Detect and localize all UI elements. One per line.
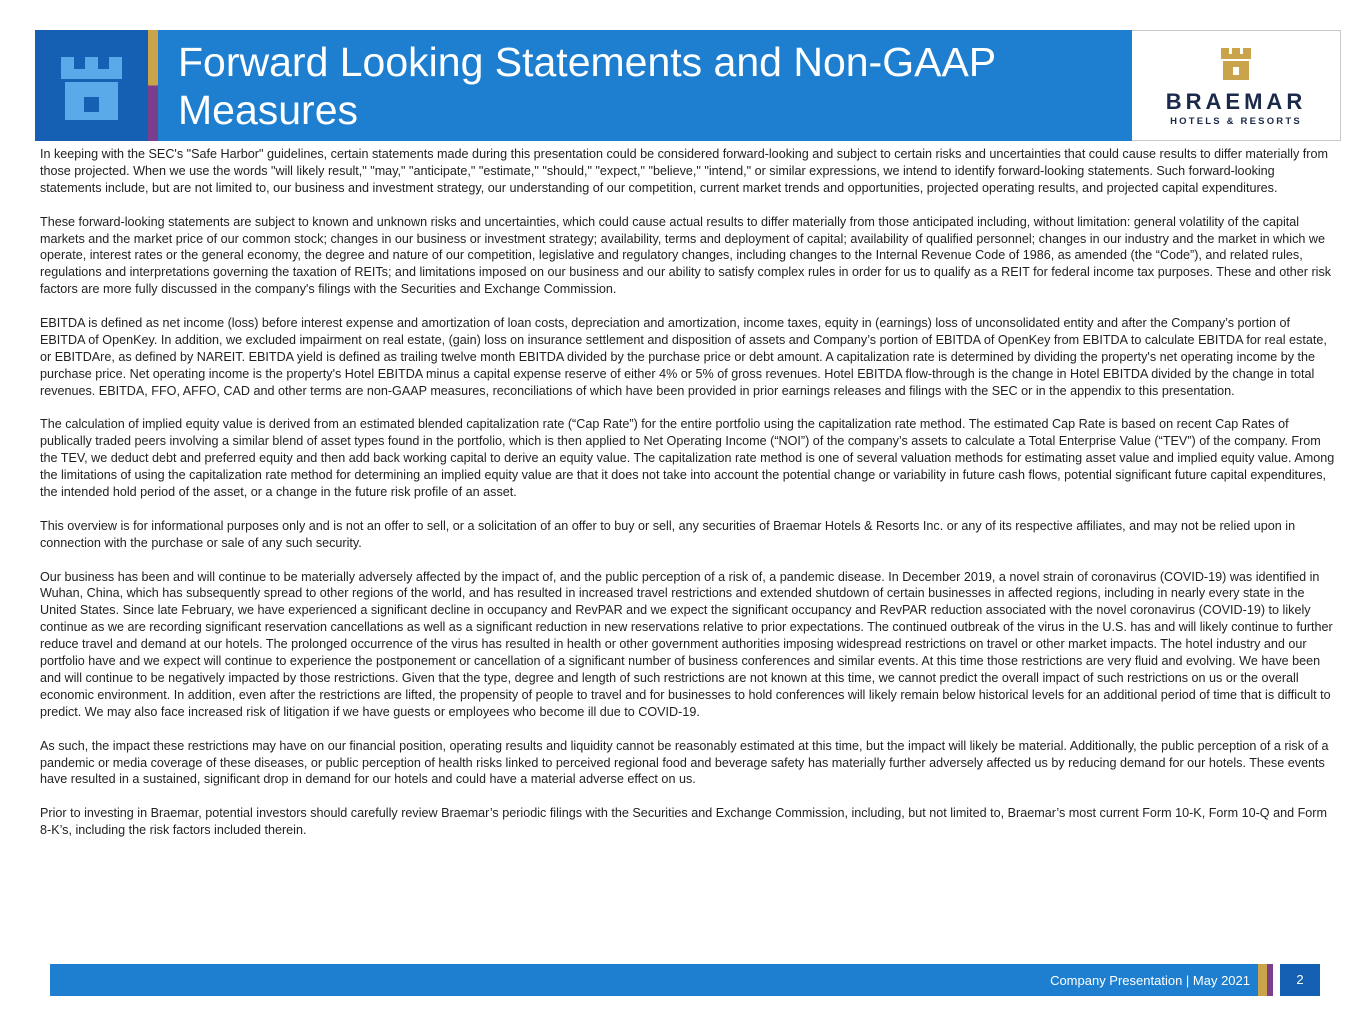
paragraph: EBITDA is defined as net income (loss) before interest expense and amortization of loan costs, depreciation and amortization, income taxes, equity in (earnings) loss of unconsolidated entity and after the Company’s portion of EBITDA of OpenKey. In addition, we excluded impairment on real estate, (gain) loss on insurance settlement and disposition of assets and Company’s portion of EBITDA of OpenKey from EBITDA to calculate EBITDA for real estate, or EBITDAre, as defined by NAREIT. EBITDA yield is defined as trailing twelve month EBITDA divided by the purchase price or debt amount. A capitalization rate is determined by dividing the property's net operating income by the purchase price. Net operating income is the property's Hotel EBITDA minus a capital expense reserve of either 4% or 5% of gross revenues. Hotel EBITDA flow-through is the change in Hotel EBITDA divided by the change in total revenues. EBITDA, FFO, AFFO, CAD and other terms are non-GAAP measures, reconciliations of which have been provided in prior earnings releases and filings with the SEC or in the appendix to this presentation.	[40, 316, 1327, 398]
company-logo	[1132, 30, 1341, 141]
page-title: Forward Looking Statements and Non-GAAP Measures	[178, 39, 996, 133]
paragraph: In keeping with the SEC's "Safe Harbor" guidelines, certain statements made during this presentation could be considered forward-looking and subject to certain risks and uncertainties that could cause results to differ materially from those projected. When we use the words "will likely result," "may," "anticipate," "estimate," "should," "expect," "believe," "intend," or similar expressions, we intend to identify forward-looking statements. Such forward-looking statements include, but are not limited to, our business and investment strategy, our understanding of our competition, current market trends and opportunities, projected operating results, and projected capital expenditures.	[40, 147, 1328, 195]
paragraph: This overview is for informational purposes only and is not an offer to sell, or a solicitation of an offer to buy or sell, any securities of Braemar Hotels & Resorts Inc. or any of its respective affiliates, and may not be relied upon in connection with the purchase or sale of any such security.	[40, 518, 1296, 550]
footer-gold-stripe	[1258, 964, 1267, 996]
footer-purple-stripe	[1267, 964, 1273, 996]
paragraph: Prior to investing in Braemar, potential investors should carefully review Braemar’s periodic filings with the Securities and Exchange Commission, including, but not limited to, Braemar’s most current Form 10-K, Form 10-Q and Form 8-K’s, including the risk factors included therein.	[40, 806, 1327, 838]
header-icon-box	[35, 30, 148, 141]
header-title-bar	[158, 30, 1132, 141]
disclaimer-body	[40, 146, 1335, 856]
logo-name: BRAEMAR	[1165, 89, 1307, 114]
paragraph: The calculation of implied equity value is derived from an estimated blended capitalization rate (“Cap Rate”) for the entire portfolio using the capitalization rate method. The estimated Cap Rate is based on recent Cap Rates of publically traded peers involving a similar blend of asset types found in the portfolio, which is then applied to Net Operating Income (“NOI”) of the company’s assets to calculate a Total Enterprise Value (“TEV”) of the company. From the TEV, we deduct debt and preferred equity and then add back working capital to derive an equity value. The capitalization rate method is one of several valuation methods for estimating asset value and implied equity value. Among the limitations of using the capitalization rate method for determining an implied equity value are that it does not take into account the potential change or variability in future cash flows, potential significant future capital expenditures, the intended hold period of the asset, or a change in the future risk profile of an asset.	[40, 417, 1335, 500]
paragraph: Our business has been and will continue to be materially adversely affected by the impact of, and the public perception of a risk of, a pandemic disease. In December 2019, a novel strain of coronavirus (COVID-19) was identified in Wuhan, China, which has subsequently spread to other regions of the world, and has resulted in increased travel restrictions and extended shutdown of certain businesses in affected regions, including in nearly every state in the United States. Since late February, we have experienced a significant decline in occupancy and RevPAR and we expect the significant occupancy and RevPAR reduction associated with the novel coronavirus (COVID-19) to likely continue as we are recording significant reservation cancellations as well as a significant reduction in new reservations relative to prior expectations. The continued outbreak of the virus in the U.S. has and will likely continue to further reduce travel and demand at our hotels. The prolonged occurrence of the virus has resulted in health or other government authorities imposing widespread restrictions on travel or other market impacts. The hotel industry and our portfolio have and we expect will continue to experience the postponement or cancellation of a significant number of business conferences and similar events. At this time those restrictions are very fluid and evolving. We have been and will continue to be negatively impacted by those restrictions. Given that the type, degree and length of such restrictions are not known at this time, we cannot predict the overall impact of such restrictions on us or the overall economic environment. In addition, even after the restrictions are lifted, the propensity of people to travel and for businesses to hold conferences will likely remain below historical levels for an additional period of time that is difficult to predict. We may also face increased risk of litigation if we have guests or employees who become ill due to COVID-19.	[40, 569, 1333, 719]
logo-subtitle: HOTELS & RESORTS	[1170, 116, 1302, 127]
castle-tower-icon	[35, 30, 148, 141]
paragraph: These forward-looking statements are subject to known and unknown risks and uncertainties, which could cause actual results to differ materially from those anticipated including, without limitation: general volatility of the capital markets and the market price of our common stock; changes in our business or investment strategy; availability, terms and deployment of capital; availability of qualified personnel; changes in our industry and the market in which we operate, interest rates or the general economy, the degree and nature of our competition, legislative and regulatory changes, including changes to the Internal Revenue Code of 1986, as amended (the “Code”), and related rules, regulations and interpretations governing the taxation of REITs; and limitations imposed on our business and our ability to satisfy complex rules in order for us to qualify as a REIT for federal income tax purposes. These and other risk factors are more fully discussed in the company's filings with the Securities and Exchange Commission.	[40, 214, 1332, 297]
paragraph: As such, the impact these restrictions may have on our financial position, operating results and liquidity cannot be reasonably estimated at this time, but the impact will likely be material. Additionally, the public perception of a risk of a pandemic or media coverage of these diseases, or public perception of health risks linked to perceived regional food and beverage safety has materially further adversely affected us by reducing demand for our hotels. These events have resulted in a sustained, significant drop in demand for our hotels and could have a material adverse effect on us.	[40, 738, 1329, 787]
page-number: 2	[1280, 964, 1320, 996]
footer-bar	[50, 964, 1258, 996]
footer-text: Company Presentation | May 2021	[1050, 973, 1250, 988]
header-accent-stripe	[148, 30, 158, 141]
castle-tower-icon	[1218, 48, 1254, 80]
